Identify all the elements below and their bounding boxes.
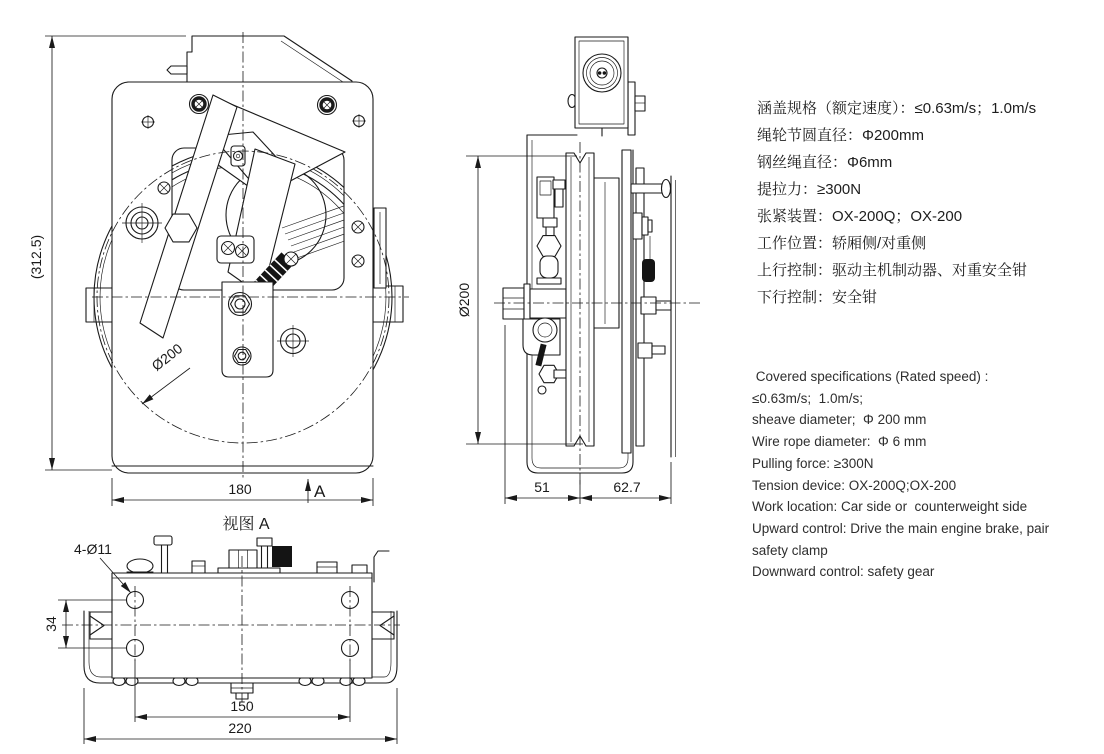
dim-hole-offset-label: 34 (43, 616, 59, 632)
specs-english (752, 366, 1104, 583)
switch-box (568, 37, 645, 136)
sheave-dia-label: Ø200 (456, 282, 472, 318)
spec-line: Downward control: safety gear (752, 564, 935, 580)
spec-line: sheave diameter; Φ 200 mm (752, 412, 927, 428)
top-bracket (167, 36, 352, 86)
rail-profile-left (90, 612, 113, 639)
hub-block (593, 178, 619, 328)
spec-line: 涵盖规格（额定速度）：≤0.63m/s；1.0m/s (757, 100, 1037, 117)
spec-line: Wire rope diameter: Φ 6 mm (752, 434, 927, 450)
spec-line: 上行控制：驱动主机制动器、对重安全钳 (757, 262, 1028, 279)
spec-line: 工作位置：轿厢侧/对重侧 (757, 235, 927, 252)
section-arrow-label: A (314, 482, 326, 501)
spec-line: Work location: Car side or counterweight side (752, 499, 1028, 515)
front-view (28, 32, 409, 506)
specs-chinese (757, 95, 1102, 311)
bottom-view (43, 515, 400, 744)
spec-line: ≤0.63m/s; 1.0m/s; (752, 390, 863, 406)
dim-overall-height: (312.5) (28, 234, 44, 280)
spec-line: 钢丝绳直径：Φ6mm (757, 154, 893, 171)
spec-line: safety clamp (752, 542, 828, 558)
spec-line: Upward control: Drive the main engine brake, pair (752, 520, 1050, 536)
axle (503, 284, 566, 323)
dim-base-width: 180 (228, 481, 252, 497)
spec-line: Pulling force: ≥300N (752, 455, 874, 471)
holes-callout: 4-Ø11 (74, 541, 112, 557)
center-bracket (222, 282, 273, 377)
dim-overall-label: 220 (228, 720, 252, 736)
spec-line: 绳轮节圆直径：Φ200mm (757, 127, 924, 144)
side-view (456, 37, 700, 504)
spec-line: 提拉力：≥300N (757, 181, 862, 198)
spec-line: Covered specifications (Rated speed) : (752, 369, 989, 384)
dim-rear-label: 62.7 (613, 479, 641, 495)
dim-front-label: 51 (534, 479, 550, 495)
rail-profile-right (371, 612, 394, 639)
spec-line: 张紧装置：OX-200Q；OX-200 (757, 208, 963, 225)
twin-screws (217, 236, 254, 263)
dim-hole-span-label: 150 (230, 698, 254, 714)
bottom-view-title: 视图 A (222, 516, 270, 533)
spec-line: Tension device: OX-200Q;OX-200 (752, 477, 957, 493)
lever-screw (158, 182, 170, 194)
pitch-dia-label: Ø200 (148, 340, 186, 374)
spec-line: 下行控制：安全钳 (757, 289, 878, 306)
